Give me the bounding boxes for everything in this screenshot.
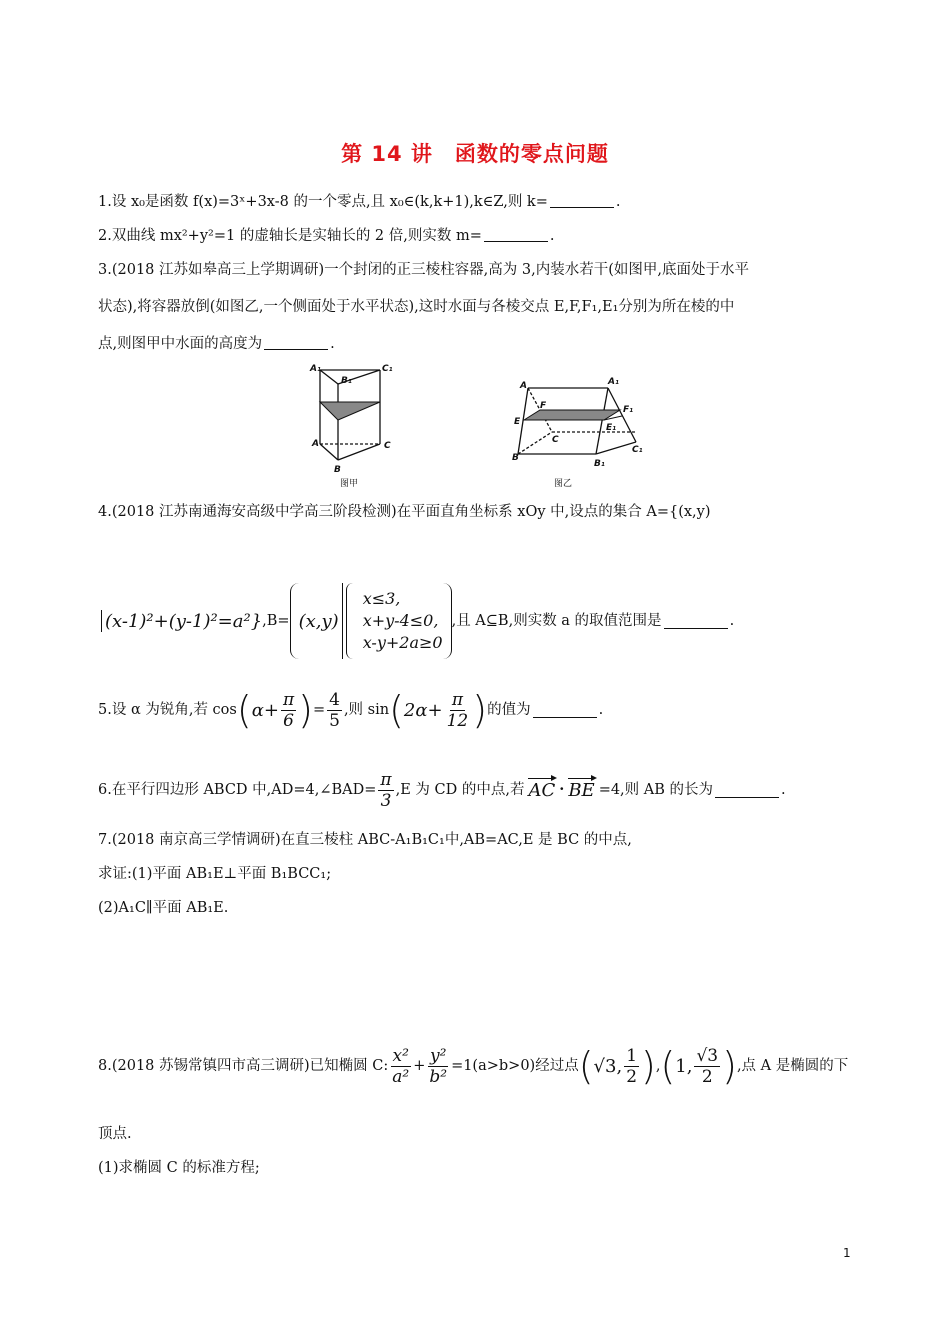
q4-end: . [729, 613, 735, 629]
q5-pre: 5.设 α 为锐角,若 cos [98, 702, 237, 718]
figure-yi [508, 372, 648, 490]
open-paren: ( [389, 688, 404, 732]
question-3-line-2: 状态),将容器放倒(如图乙,一个侧面处于水平状态),这时水面与各棱交点 E,F,F₁,E₁分别为所在棱的中 [98, 299, 735, 315]
label-B1: B₁ [594, 459, 605, 469]
label-B1: B₁ [341, 376, 352, 386]
dot-product: · [559, 781, 565, 798]
denominator: 2 [701, 1066, 713, 1087]
close-paren: ) [641, 1044, 656, 1088]
label-E: E [514, 417, 521, 427]
q4-tail: ,且 A⊆B,则实数 a 的取值范围是 [451, 613, 662, 629]
figure-jia [300, 360, 393, 490]
numerator: 1 [626, 1045, 638, 1066]
question-7-line-3: (2)A₁C∥平面 AB₁E. [98, 900, 229, 916]
answer-blank [664, 614, 728, 629]
question-8 [98, 1040, 848, 1092]
point-1-x: √3, [593, 1055, 623, 1077]
open-paren: ( [578, 1044, 594, 1088]
numerator: π [451, 689, 464, 710]
comma: , [655, 1058, 661, 1074]
numerator: y² [430, 1045, 447, 1066]
q1-end: . [615, 194, 621, 210]
set-b-point: (x,y) [298, 610, 339, 632]
question-6 [98, 766, 786, 814]
q1-text: 1.设 x₀是函数 f(x)=3ˣ+3x-8 的一个零点,且 x₀∈(k,k+1),k∈Z,则 k= [98, 194, 548, 210]
denominator: 12 [446, 710, 469, 731]
fraction-pi-12 [445, 690, 471, 731]
question-2 [98, 226, 555, 246]
numerator: 4 [329, 689, 340, 710]
answer-blank [550, 193, 614, 208]
denominator: 5 [329, 710, 340, 731]
set-bar [101, 610, 102, 632]
inequality-system [353, 588, 443, 654]
question-3-line-3 [98, 334, 335, 354]
fraction-pi-3 [378, 770, 393, 811]
q5-alpha: α+ [251, 699, 279, 721]
fraction-sqrt3-2 [694, 1046, 720, 1087]
q2-text: 2.双曲线 mx²+y²=1 的虚轴长是实轴长的 2 倍,则实数 m= [98, 228, 482, 244]
set-b-open-brace [290, 583, 299, 659]
label-B: B [334, 465, 341, 475]
q2-end: . [549, 228, 555, 244]
label-A1: A₁ [310, 364, 321, 374]
set-a-condition: (x-1)²+(y-1)²=a²} [105, 610, 263, 632]
label-E1: E₁ [606, 423, 617, 433]
q6-pre: 6.在平行四边形 ABCD 中,AD=4,∠BAD= [98, 782, 377, 798]
q3-text: 点,则图甲中水面的高度为 [98, 336, 263, 352]
label-B: B [512, 453, 519, 463]
label-C1: C₁ [632, 445, 643, 455]
point-2-x: 1, [675, 1055, 693, 1077]
vector-be: BE [568, 779, 595, 801]
denominator: 2 [626, 1066, 638, 1087]
question-7-line-2: 求证:(1)平面 AB₁E⊥平面 B₁BCC₁; [98, 866, 332, 882]
fraction-1-2 [624, 1046, 639, 1087]
equals-sign: = [312, 702, 326, 718]
q4-b-label: ,B= [262, 613, 290, 629]
close-paren: ) [298, 688, 313, 732]
close-paren: ) [472, 688, 488, 732]
denominator: 3 [380, 790, 392, 811]
answer-blank [715, 783, 779, 798]
q6-end: . [781, 782, 786, 798]
vector-ac: AC [528, 779, 556, 801]
inequality-2: x+y-4≤0, [362, 611, 439, 630]
question-8-line-2: 顶点. [98, 1126, 132, 1142]
q5-mid: ,则 sin [343, 702, 390, 718]
fraction-pi-6 [281, 690, 296, 731]
label-F: F [540, 401, 547, 411]
label-A1: A₁ [608, 377, 619, 387]
fraction-x2-a2 [390, 1046, 411, 1087]
fraction-4-5 [327, 690, 342, 731]
answer-blank [533, 703, 597, 718]
label-C1: C₁ [382, 364, 393, 374]
q8-tail: ,点 A 是椭圆的下 [736, 1058, 849, 1074]
system-brace [346, 583, 353, 659]
set-b-bar [342, 583, 343, 659]
q5-2alpha: 2α+ [403, 699, 443, 721]
label-A: A [312, 439, 319, 449]
inequality-1: x≤3, [362, 589, 401, 608]
q5-end: . [598, 702, 604, 718]
q8-condition: =1(a>b>0)经过点 [451, 1058, 579, 1074]
q8-pre: 8.(2018 苏锡常镇四市高三调研)已知椭圆 C: [98, 1058, 389, 1074]
fraction-y2-b2 [427, 1046, 449, 1087]
question-1 [98, 192, 620, 212]
denominator: 6 [283, 710, 294, 731]
figure-jia-caption: 图甲 [340, 479, 359, 489]
q5-tail: 的值为 [487, 702, 531, 718]
question-4-line-1: 4.(2018 江苏南通海安高级中学高三阶段检测)在平面直角坐标系 xOy 中,设点的集合 A={(x,y) [98, 504, 711, 520]
label-F1: F₁ [623, 405, 634, 415]
page-title: 第 14 讲 函数的零点问题 [341, 142, 609, 166]
question-4-math [98, 578, 734, 664]
question-7-line-1: 7.(2018 南京高三学情调研)在直三棱柱 ABC-A₁B₁C₁中,AB=AC,E 是 BC 的中点, [98, 832, 632, 848]
numerator: π [282, 689, 295, 710]
denominator: b² [429, 1066, 448, 1087]
numerator: √3 [696, 1045, 719, 1066]
q6-mid: ,E 为 CD 的中点,若 [395, 782, 525, 798]
figure-yi-caption: 图乙 [554, 479, 573, 489]
open-paren: ( [236, 688, 252, 732]
denominator: a² [392, 1066, 410, 1087]
answer-blank [264, 335, 328, 350]
question-5 [98, 686, 603, 734]
set-b-close-brace [443, 583, 452, 659]
numerator: π [380, 769, 392, 790]
q6-tail: =4,则 AB 的长为 [598, 782, 714, 798]
answer-blank [484, 227, 548, 242]
question-8-line-3: (1)求椭圆 C 的标准方程; [98, 1160, 260, 1176]
question-3-line-1: 3.(2018 江苏如皋高三上学期调研)一个封闭的正三棱柱容器,高为 3,内装水若干(如图甲,底面处于水平 [98, 262, 749, 278]
numerator: x² [392, 1045, 409, 1066]
q3-end: . [330, 336, 335, 352]
plus-sign: + [413, 1058, 426, 1074]
inequality-3: x-y+2a≥0 [362, 633, 443, 652]
open-paren: ( [660, 1044, 676, 1088]
label-A: A [520, 381, 527, 391]
label-C: C [384, 441, 391, 451]
label-C: C [552, 435, 559, 445]
close-paren: ) [722, 1044, 737, 1088]
page-number: 1 [843, 1246, 851, 1260]
